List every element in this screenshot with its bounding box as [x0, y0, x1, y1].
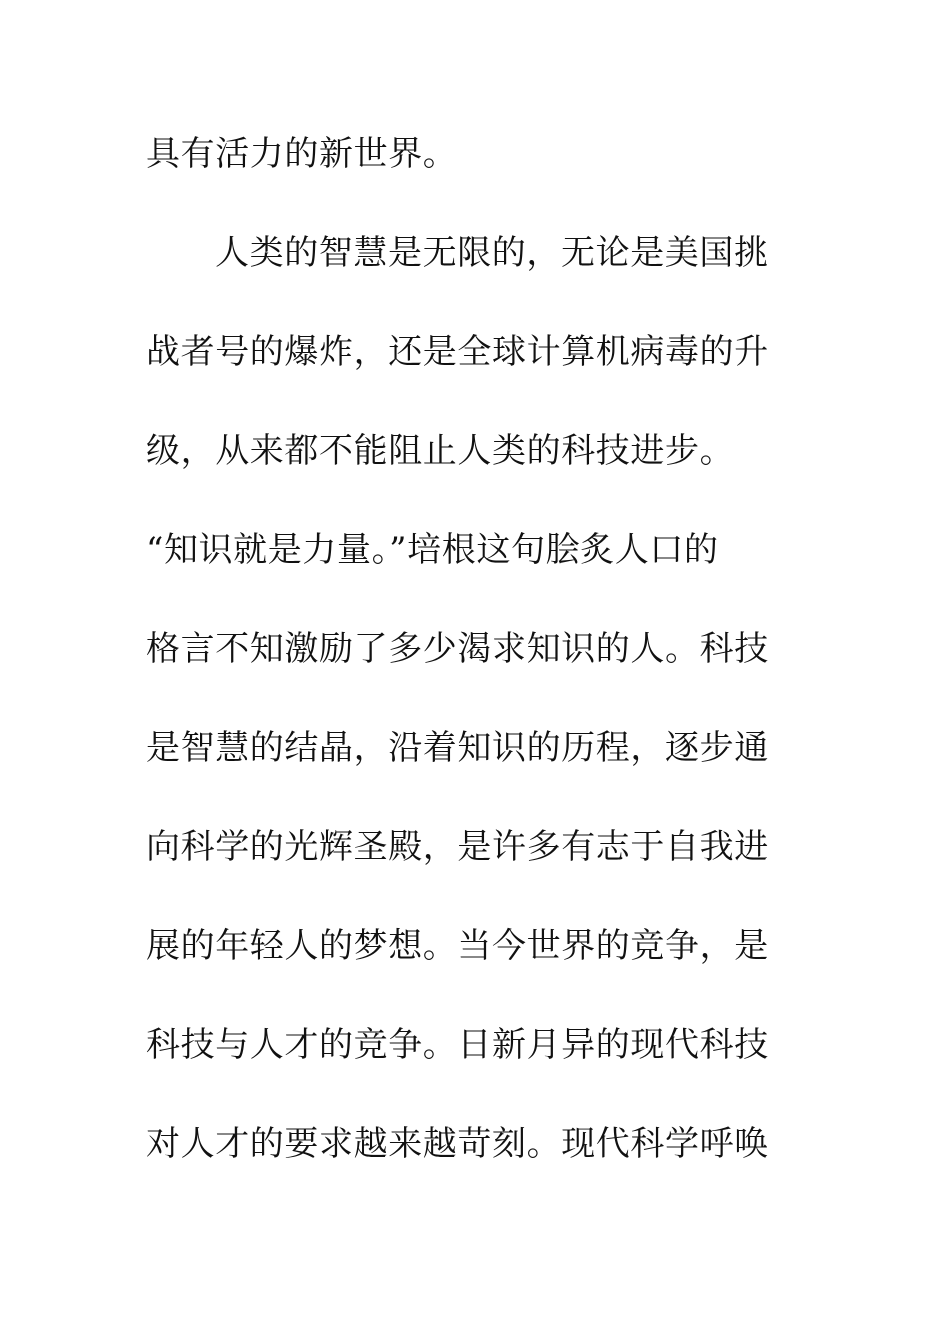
text-line: “知识就是力量。”培根这句脍炙人口的 — [146, 530, 719, 570]
text-line: 对人才的要求越来越苛刻。现代科学呼唤 — [146, 1124, 769, 1164]
text-line: 格言不知激励了多少渴求知识的人。科技 — [146, 629, 769, 669]
text-line: 科技与人才的竞争。日新月异的现代科技 — [146, 1025, 769, 1065]
paragraph-first-line: 人类的智慧是无限的，无论是美国挑 — [215, 233, 769, 273]
text-line: 级，从来都不能阻止人类的科技进步。 — [146, 431, 735, 471]
text-line: 是智慧的结晶，沿着知识的历程，逐步通 — [146, 728, 769, 768]
text-line: 战者号的爆炸，还是全球计算机病毒的升 — [146, 332, 769, 372]
text-line: 向科学的光辉圣殿，是许多有志于自我进 — [146, 827, 769, 867]
body-text — [146, 124, 786, 1213]
text-line: 展的年轻人的梦想。当今世界的竞争，是 — [146, 926, 769, 966]
text-line: 具有活力的新世界。 — [146, 134, 458, 174]
